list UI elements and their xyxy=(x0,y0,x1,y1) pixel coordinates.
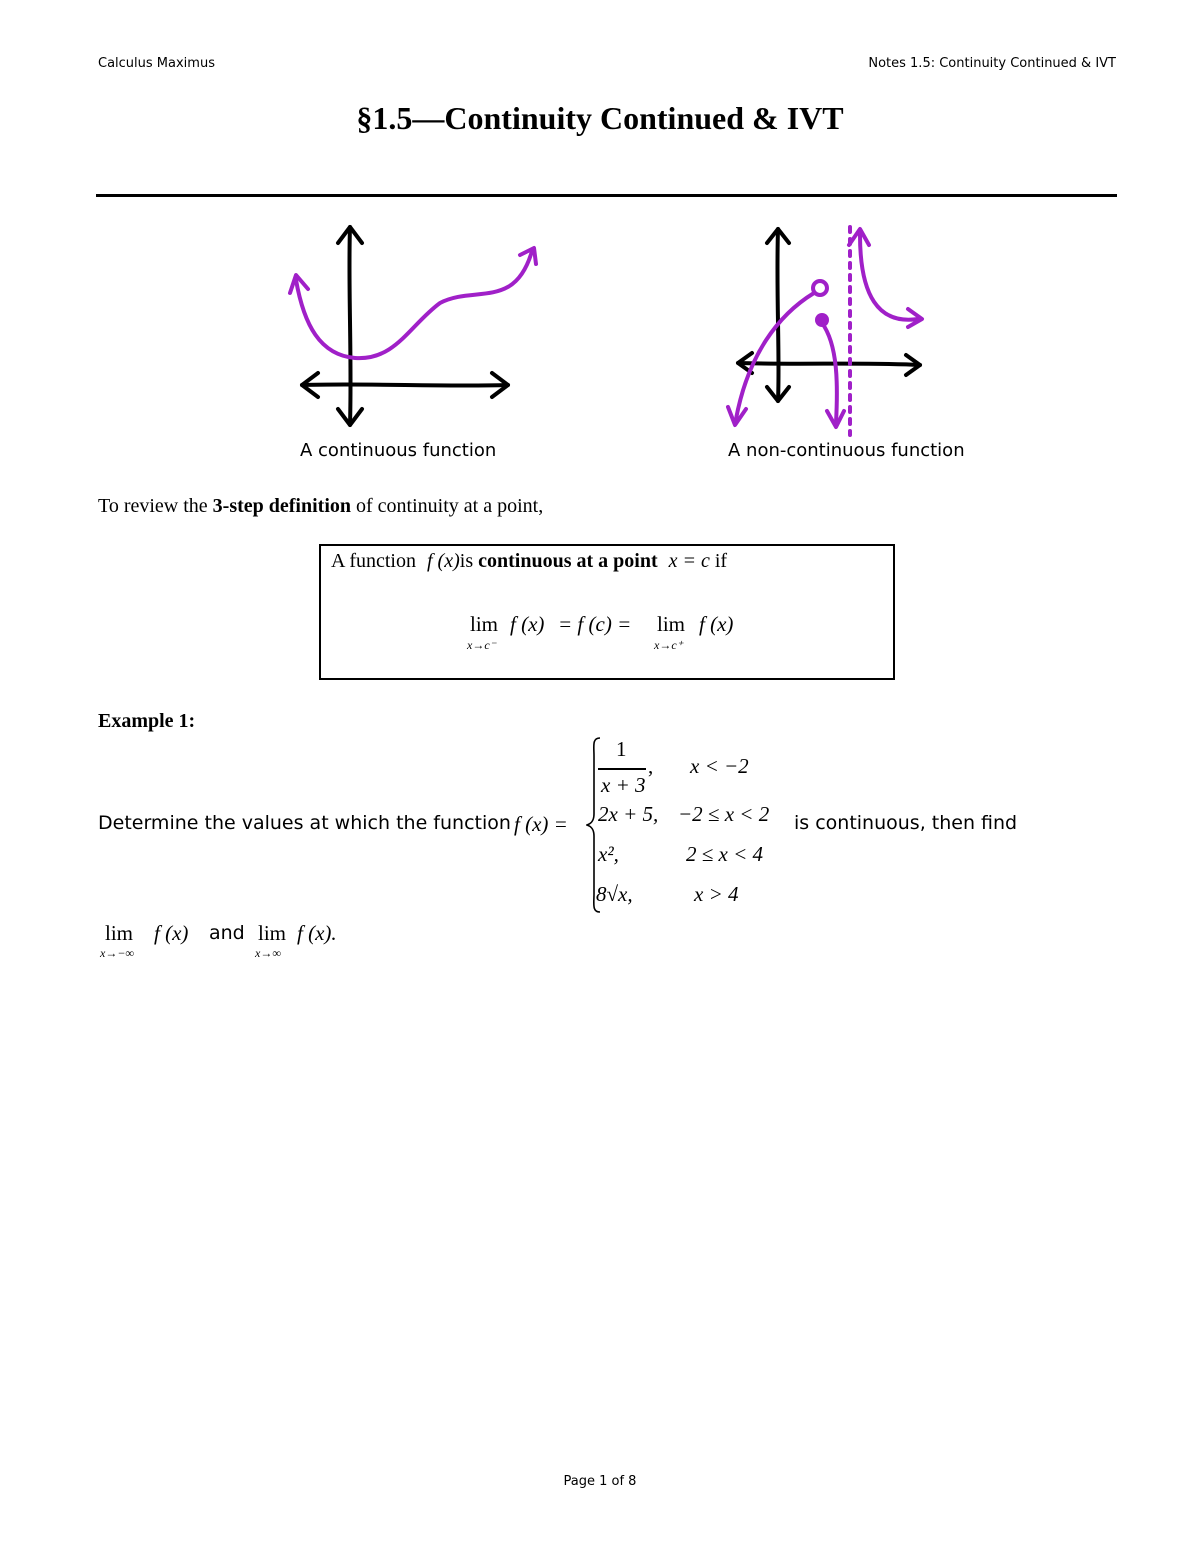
closed-dot xyxy=(815,313,829,327)
def-a-function: A function xyxy=(331,550,416,572)
case1-denominator: x + 3 xyxy=(601,773,646,797)
case1-comma: , xyxy=(648,754,654,778)
y-axis xyxy=(777,229,778,401)
def-bold: continuous at a point xyxy=(478,550,658,572)
def-lim-left: lim xyxy=(470,612,499,636)
def-fx: f (x) xyxy=(427,550,460,572)
case3-condition: 2 ≤ x < 4 xyxy=(686,842,764,866)
example-prompt: Determine the values at which the function xyxy=(98,812,511,834)
lim-neg-inf: lim xyxy=(105,921,134,945)
lim-neg-inf-sub: x→−∞ xyxy=(100,946,134,960)
def-lim-right-sub: x→c⁺ xyxy=(654,638,683,652)
x-axis xyxy=(738,363,920,365)
review-prefix: To review the xyxy=(98,495,213,517)
open-circle xyxy=(813,281,827,295)
case4-expression: 8√x, xyxy=(596,882,633,906)
lim-pos-inf: lim xyxy=(258,921,287,945)
lim-pos-inf-sub: x→∞ xyxy=(255,946,281,960)
example-label: Example 1: xyxy=(98,710,196,732)
left-graph-caption: A continuous function xyxy=(300,440,497,461)
case3-expression: x², xyxy=(598,842,619,866)
title-rule xyxy=(96,194,1117,197)
right-branch xyxy=(860,235,918,320)
case2-expression: 2x + 5, xyxy=(598,802,659,826)
continuous-curve xyxy=(290,248,536,358)
example-func: f (x) = xyxy=(514,812,568,836)
and-word: and xyxy=(209,922,245,944)
def-lim-left-sub: x→c⁻ xyxy=(467,638,496,652)
lim-neg-inf-f: f (x) xyxy=(154,921,189,945)
continuous-function-graph xyxy=(280,215,540,435)
review-bold: 3-step definition xyxy=(212,495,352,517)
axes xyxy=(302,227,508,425)
def-is: is xyxy=(459,550,474,572)
review-suffix: of continuity at a point, xyxy=(351,495,544,517)
y-axis xyxy=(349,227,350,425)
case1-fraction-bar xyxy=(598,768,646,770)
page-title: §1.5—Continuity Continued & IVT xyxy=(356,100,844,136)
header-right: Notes 1.5: Continuity Continued & IVT xyxy=(868,56,1116,71)
right-graph-caption: A non-continuous function xyxy=(728,440,965,461)
case4-condition: x > 4 xyxy=(694,882,739,906)
case2-condition: −2 ≤ x < 2 xyxy=(678,802,770,826)
header-left: Calculus Maximus xyxy=(98,56,215,71)
review-sentence xyxy=(98,495,543,518)
x-axis xyxy=(302,384,508,385)
def-middle: = f (c) = xyxy=(558,612,632,636)
page-number: Page 1 of 8 xyxy=(563,1474,637,1489)
def-x-eq-c: x = c xyxy=(668,550,710,572)
example-tail: is continuous, then find xyxy=(794,812,1018,834)
def-f-left: f (x) xyxy=(510,612,545,636)
non-continuous-function-graph xyxy=(718,215,938,445)
discontinuous-curves xyxy=(728,227,922,435)
case1-condition: x < −2 xyxy=(690,754,749,778)
lim-pos-inf-f: f (x). xyxy=(297,921,337,945)
case1-numerator: 1 xyxy=(616,737,627,761)
definition-line xyxy=(331,550,727,573)
def-f-right: f (x) xyxy=(699,612,734,636)
middle-branch xyxy=(822,323,837,423)
def-if: if xyxy=(714,550,728,572)
def-lim-right: lim xyxy=(657,612,686,636)
